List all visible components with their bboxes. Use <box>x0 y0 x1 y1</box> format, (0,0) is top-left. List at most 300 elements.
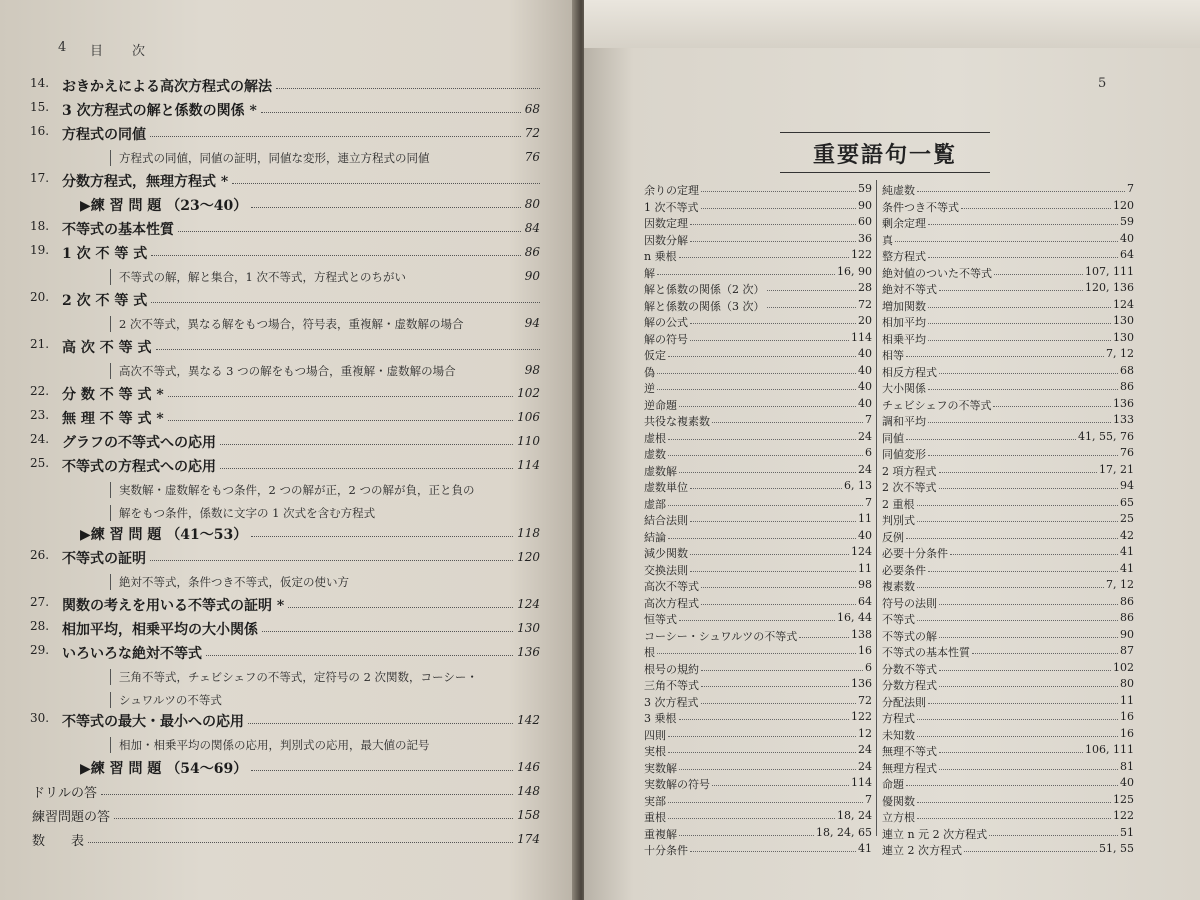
index-term: 複素数 <box>882 580 915 593</box>
index-page-number: 11 <box>858 512 872 525</box>
index-leader-dots <box>767 290 856 291</box>
toc-subtopics <box>30 572 540 594</box>
index-page-number: 6 <box>865 446 872 459</box>
toc-leader-dots <box>150 560 513 561</box>
toc-title: 不等式の最大・最小への応用 <box>62 714 244 730</box>
toc-subtopics <box>30 267 540 289</box>
index-entry <box>882 463 1134 480</box>
index-entry <box>644 776 872 793</box>
index-page-number: 16, 44 <box>837 611 872 624</box>
index-page-number: 41 <box>1120 545 1134 558</box>
toc-entry <box>30 384 540 406</box>
index-leader-dots <box>928 455 1118 456</box>
heading-top-rule <box>780 132 990 133</box>
toc-leader-dots <box>251 207 521 208</box>
index-page-number: 28 <box>858 281 872 294</box>
toc-entry <box>30 171 540 193</box>
index-leader-dots <box>679 257 849 258</box>
toc-leader-dots <box>151 302 540 303</box>
toc-number: 20. <box>30 290 50 304</box>
index-term: 偽 <box>644 365 655 379</box>
toc-number: 26. <box>30 548 50 562</box>
index-entry <box>644 512 872 529</box>
index-term: チェビシェフの不等式 <box>882 398 992 412</box>
toc-title: 高 次 不 等 式 <box>62 340 152 356</box>
index-entry <box>644 281 872 298</box>
index-entry <box>882 743 1134 760</box>
index-entry <box>644 710 872 727</box>
toc-entry <box>30 76 540 98</box>
index-leader-dots <box>972 653 1118 654</box>
index-entry <box>882 842 1134 859</box>
index-term: 増加関数 <box>882 299 926 313</box>
index-leader-dots <box>993 406 1111 407</box>
index-page-number: 24 <box>858 759 872 773</box>
index-page-number: 59 <box>1120 215 1134 228</box>
index-term: 恒等式 <box>644 613 677 626</box>
index-leader-dots <box>939 752 1083 753</box>
index-page-number: 80 <box>1120 677 1134 690</box>
index-entry <box>882 248 1134 265</box>
index-term: 解の公式 <box>644 316 688 329</box>
index-page-number: 16 <box>858 644 872 657</box>
toc-page-number: 124 <box>517 597 540 611</box>
index-leader-dots <box>712 422 863 423</box>
toc-page-number: 106 <box>517 410 540 424</box>
index-page-number: 24 <box>858 462 872 476</box>
index-entry <box>644 413 872 430</box>
index-page-number: 133 <box>1113 413 1134 426</box>
index-term: 1 次不等式 <box>644 200 699 214</box>
index-page-number: 124 <box>1113 297 1134 311</box>
index-heading-box <box>780 132 990 172</box>
toc-subtopics <box>30 361 540 383</box>
toc-subtopics <box>30 480 540 502</box>
index-page-number: 65 <box>1120 495 1134 509</box>
index-entry <box>882 479 1134 496</box>
index-leader-dots <box>679 472 856 473</box>
index-entry <box>882 710 1134 727</box>
index-page-number: 86 <box>1120 611 1134 624</box>
index-leader-dots <box>939 637 1118 638</box>
index-entry <box>644 232 872 249</box>
index-leader-dots <box>767 307 856 308</box>
index-page-number: 102 <box>1113 660 1134 674</box>
index-leader-dots <box>701 587 856 588</box>
toc-subtopic-text: シュワルツの不等式 <box>110 692 222 708</box>
toc-exercise-entry <box>30 758 540 780</box>
index-page-number: 122 <box>1113 809 1134 822</box>
toc-subtopics <box>30 735 540 757</box>
toc-number: 29. <box>30 643 50 657</box>
index-term: 判別式 <box>882 514 915 527</box>
index-leader-dots <box>939 604 1118 605</box>
index-page-number: 94 <box>1120 479 1134 492</box>
toc-subtopics <box>30 314 540 336</box>
toc-entry <box>30 408 540 430</box>
index-leader-dots <box>939 686 1118 687</box>
toc-subtopics <box>30 667 540 689</box>
index-term: 根 <box>644 646 655 659</box>
index-leader-dots <box>939 670 1111 671</box>
index-entry <box>882 578 1134 595</box>
index-entry <box>882 826 1134 843</box>
toc-page-number: 90 <box>524 269 540 283</box>
toc-page-number: 130 <box>517 621 540 635</box>
index-leader-dots <box>895 241 1118 242</box>
toc-subtopic-text: 実数解・虚数解をもつ条件，2 つの解が正，2 つの解が負，正と負の <box>110 482 474 498</box>
index-entry <box>882 182 1134 199</box>
toc-subtopic-text: 不等式の解，解と集合，1 次不等式，方程式とのちがい <box>110 269 406 285</box>
index-entry <box>882 380 1134 397</box>
index-term: 解の符号 <box>644 332 688 346</box>
index-term: 高次不等式 <box>644 580 699 593</box>
index-entry <box>644 430 872 447</box>
index-term: 3 乗根 <box>644 712 677 725</box>
index-leader-dots <box>989 835 1118 836</box>
index-term: 虚根 <box>644 431 666 445</box>
toc-subtopic-text: 高次不等式，異なる 3 つの解をもつ場合，重複解・虚数解の場合 <box>110 363 456 379</box>
index-page-number: 98 <box>858 578 872 591</box>
index-entry <box>644 446 872 463</box>
index-page-number: 138 <box>851 627 872 641</box>
toc-page-number: 136 <box>517 645 540 659</box>
index-entry <box>882 281 1134 298</box>
index-leader-dots <box>928 571 1118 572</box>
index-term: 分配法則 <box>882 695 926 709</box>
index-term: 2 重根 <box>882 497 915 511</box>
toc-leader-dots <box>220 444 513 445</box>
index-entry <box>644 644 872 661</box>
index-term: 連立 n 元 2 次方程式 <box>882 827 988 841</box>
index-leader-dots <box>679 835 814 836</box>
index-term: 同値変形 <box>882 448 926 461</box>
index-entry <box>644 578 872 595</box>
index-entry <box>882 215 1134 232</box>
toc-leader-dots <box>114 818 513 819</box>
index-page-number: 18, 24 <box>837 809 872 822</box>
index-term: 不等式の解 <box>882 629 937 643</box>
index-leader-dots <box>690 224 856 225</box>
index-term: 解と係数の関係（3 次） <box>644 299 765 313</box>
column-divider <box>876 180 877 836</box>
toc-entry <box>30 290 540 312</box>
toc-page-number: 148 <box>517 784 540 798</box>
index-page-number: 18, 24, 65 <box>816 825 872 839</box>
index-term: 四則 <box>644 728 666 742</box>
index-entry <box>644 793 872 810</box>
index-term: 絶対値のついた不等式 <box>882 266 992 280</box>
index-page-number: 59 <box>858 182 872 195</box>
index-term: 方程式 <box>882 712 915 725</box>
toc-title: ドリルの答 <box>32 786 98 801</box>
toc-leader-dots <box>168 396 513 397</box>
index-term: 無理方程式 <box>882 761 937 775</box>
index-page-number: 7 <box>865 413 872 426</box>
index-entry <box>882 611 1134 628</box>
index-page-number: 16 <box>1120 726 1134 740</box>
toc-number: 27. <box>30 595 50 609</box>
toc-title: 不等式の基本性質 <box>62 222 174 238</box>
index-entry <box>644 628 872 645</box>
index-entry <box>882 314 1134 331</box>
index-entry <box>644 611 872 628</box>
index-term: 十分条件 <box>644 844 688 857</box>
toc-exercise-entry <box>30 524 540 546</box>
index-term: 根号の規約 <box>644 662 699 676</box>
index-page-number: 16 <box>1120 710 1134 723</box>
index-leader-dots <box>928 389 1118 390</box>
index-page-number: 90 <box>1120 627 1134 641</box>
toc-entry <box>30 219 540 241</box>
index-entry <box>882 677 1134 694</box>
index-entry <box>644 842 872 859</box>
toc-entry <box>30 643 540 665</box>
toc-leader-dots <box>101 794 513 795</box>
index-page-number: 114 <box>851 776 872 789</box>
toc-title: ▶練 習 問 題 （54〜69） <box>80 761 248 777</box>
index-entry <box>882 446 1134 463</box>
index-entry <box>644 463 872 480</box>
index-term: 余りの定理 <box>644 184 699 197</box>
index-term: 真 <box>882 233 893 247</box>
index-page-number: 106, 111 <box>1085 743 1134 756</box>
index-entry <box>882 776 1134 793</box>
index-leader-dots <box>690 571 856 572</box>
toc-title: いろいろな絶対不等式 <box>62 646 202 662</box>
toc-number: 23. <box>30 408 50 422</box>
index-term: 必要十分条件 <box>882 547 948 560</box>
index-leader-dots <box>668 455 863 456</box>
index-term: 不等式の基本性質 <box>882 646 970 659</box>
page-edge <box>584 0 1200 48</box>
toc-entry <box>30 619 540 641</box>
toc-subtopic-text: 解をもつ条件，係数に文字の 1 次式を含む方程式 <box>110 505 375 521</box>
index-entry <box>882 644 1134 661</box>
page-number-left: 4 <box>58 40 67 55</box>
index-entry <box>644 479 872 496</box>
index-term: 結論 <box>644 530 666 544</box>
index-term: 相等 <box>882 349 904 362</box>
toc-entry <box>30 595 540 617</box>
index-heading: 重要語句一覧 <box>812 142 957 168</box>
index-term: 連立 2 次方程式 <box>882 844 962 857</box>
index-entry <box>882 595 1134 612</box>
toc-title: 不等式の証明 <box>62 551 146 567</box>
index-page-number: 107, 111 <box>1085 264 1134 278</box>
index-page-number: 40 <box>858 396 872 410</box>
index-leader-dots <box>668 736 856 737</box>
index-term: 2 項方程式 <box>882 464 937 478</box>
index-term: 3 次方程式 <box>644 695 699 709</box>
toc-page-number: 142 <box>517 713 540 727</box>
toc-title: 分 数 不 等 式 * <box>62 387 164 403</box>
index-leader-dots <box>950 554 1118 555</box>
index-page-number: 64 <box>858 594 872 608</box>
index-page-number: 7, 12 <box>1106 347 1134 360</box>
toc-entry <box>30 432 540 454</box>
toc-title: ▶練 習 問 題 （41〜53） <box>80 527 248 543</box>
index-leader-dots <box>668 752 856 753</box>
index-entry <box>644 562 872 579</box>
index-page-number: 90 <box>858 198 872 212</box>
toc-title: 無 理 不 等 式 * <box>62 411 164 427</box>
index-term: 命題 <box>882 778 904 791</box>
toc-page-number: 84 <box>524 221 540 235</box>
index-leader-dots <box>917 521 1118 522</box>
index-term: 相加平均 <box>882 316 926 329</box>
index-leader-dots <box>928 422 1111 423</box>
index-leader-dots <box>668 818 835 819</box>
index-page-number: 72 <box>858 693 872 707</box>
toc-title: おきかえによる高次方程式の解法 <box>62 79 272 95</box>
index-leader-dots <box>690 241 856 242</box>
index-page-number: 120, 136 <box>1085 281 1134 294</box>
toc-leader-dots <box>151 255 521 256</box>
index-page-number: 120 <box>1113 198 1134 212</box>
page-number-right: 5 <box>1098 76 1107 91</box>
index-leader-dots <box>701 703 856 704</box>
index-term: 実根 <box>644 745 666 758</box>
index-page-number: 68 <box>1120 363 1134 377</box>
index-page-number: 17, 21 <box>1099 462 1134 476</box>
toc-page-number: 94 <box>524 316 540 330</box>
index-entry <box>882 430 1134 447</box>
index-term: 絶対不等式 <box>882 283 937 296</box>
toc-entry <box>30 782 540 804</box>
toc-leader-dots <box>232 183 540 184</box>
index-page-number: 130 <box>1113 330 1134 344</box>
index-page-number: 122 <box>851 710 872 723</box>
index-term: 結合法則 <box>644 514 688 527</box>
index-page-number: 11 <box>1120 693 1134 707</box>
index-leader-dots <box>668 538 856 539</box>
index-leader-dots <box>928 257 1118 258</box>
index-page-number: 64 <box>1120 248 1134 261</box>
index-page-number: 72 <box>858 297 872 311</box>
index-entry <box>644 760 872 777</box>
index-leader-dots <box>939 373 1118 374</box>
index-leader-dots <box>917 736 1118 737</box>
index-term: 高次方程式 <box>644 596 699 610</box>
toc-entry <box>30 548 540 570</box>
index-leader-dots <box>917 620 1118 621</box>
index-page-number: 41 <box>1120 561 1134 575</box>
index-term: 重複解 <box>644 827 677 841</box>
toc-subtopic-text: 2 次不等式，異なる解をもつ場合，符号表，重複解・虚数解の場合 <box>110 316 463 332</box>
toc-title: 関数の考えを用いる不等式の証明 * <box>62 598 285 614</box>
toc-number: 17. <box>30 171 50 185</box>
toc-subtopics <box>30 148 540 170</box>
index-term: 未知数 <box>882 728 915 742</box>
index-entry <box>644 298 872 315</box>
index-leader-dots <box>928 307 1111 308</box>
index-page-number: 7 <box>865 495 872 509</box>
toc-title: 方程式の同値 <box>62 127 146 143</box>
toc-leader-dots <box>206 655 513 656</box>
index-term: 解と係数の関係（2 次） <box>644 283 765 296</box>
toc-entry <box>30 337 540 359</box>
index-entry <box>882 265 1134 282</box>
index-leader-dots <box>939 472 1097 473</box>
index-term: 反例 <box>882 530 904 544</box>
index-term: 符号の法則 <box>882 596 937 610</box>
index-page-number: 51, 55 <box>1099 842 1134 855</box>
index-term: 実部 <box>644 794 666 808</box>
toc-subtopic-text: 絶対不等式，条件つき不等式，仮定の使い方 <box>110 574 349 590</box>
index-leader-dots <box>994 274 1083 275</box>
index-page-number: 40 <box>858 347 872 360</box>
index-leader-dots <box>668 439 856 440</box>
index-leader-dots <box>657 274 835 275</box>
index-term: 三角不等式 <box>644 679 699 692</box>
toc-number: 14. <box>30 76 50 90</box>
toc-number: 16. <box>30 124 50 138</box>
index-term: 減少関数 <box>644 547 688 560</box>
index-leader-dots <box>668 802 863 803</box>
index-term: 無理不等式 <box>882 745 937 758</box>
toc-number: 21. <box>30 337 50 351</box>
index-leader-dots <box>906 538 1118 539</box>
toc-leader-dots <box>276 88 540 89</box>
toc-exercise-entry <box>30 195 540 217</box>
index-leader-dots <box>928 224 1118 225</box>
index-leader-dots <box>701 604 856 605</box>
toc-leader-dots <box>261 112 521 113</box>
index-entry <box>644 496 872 513</box>
index-entry <box>644 347 872 364</box>
toc-leader-dots <box>248 723 513 724</box>
index-term: 虚部 <box>644 497 666 511</box>
index-entry <box>644 529 872 546</box>
index-leader-dots <box>939 769 1118 770</box>
index-term: 虚数 <box>644 448 666 461</box>
toc-page-number: 174 <box>517 832 540 846</box>
index-page-number: 136 <box>851 677 872 690</box>
toc-title: 不等式の方程式への応用 <box>62 459 216 475</box>
index-entry <box>644 595 872 612</box>
toc-title: 1 次 不 等 式 <box>62 246 148 262</box>
contents-header: 目 次 <box>90 44 147 59</box>
index-entry <box>882 545 1134 562</box>
index-entry <box>644 215 872 232</box>
index-term: コーシー・シュワルツの不等式 <box>644 629 798 643</box>
index-page-number: 114 <box>851 330 872 344</box>
index-page-number: 41 <box>858 842 872 855</box>
index-term: 相乗平均 <box>882 332 926 346</box>
index-leader-dots <box>701 686 849 687</box>
index-term: 調和平均 <box>882 415 926 428</box>
toc-number: 30. <box>30 711 50 725</box>
index-term: 逆 <box>644 382 655 395</box>
index-term: 仮定 <box>644 349 666 362</box>
index-term: 分数方程式 <box>882 679 937 692</box>
index-leader-dots <box>917 587 1104 588</box>
index-page-number: 86 <box>1120 380 1134 393</box>
toc-title: ▶練 習 問 題 （23〜40） <box>80 198 248 214</box>
toc-leader-dots <box>251 536 513 537</box>
toc-leader-dots <box>150 136 521 137</box>
index-page-number: 20 <box>858 314 872 327</box>
toc-number: 22. <box>30 384 50 398</box>
toc-page-number: 158 <box>517 808 540 822</box>
toc-title: 3 次方程式の解と係数の関係 * <box>62 103 257 119</box>
index-leader-dots <box>657 653 856 654</box>
index-entry <box>644 826 872 843</box>
index-entry <box>644 727 872 744</box>
index-page-number: 41, 55, 76 <box>1078 429 1134 443</box>
index-term: 剰余定理 <box>882 217 926 230</box>
